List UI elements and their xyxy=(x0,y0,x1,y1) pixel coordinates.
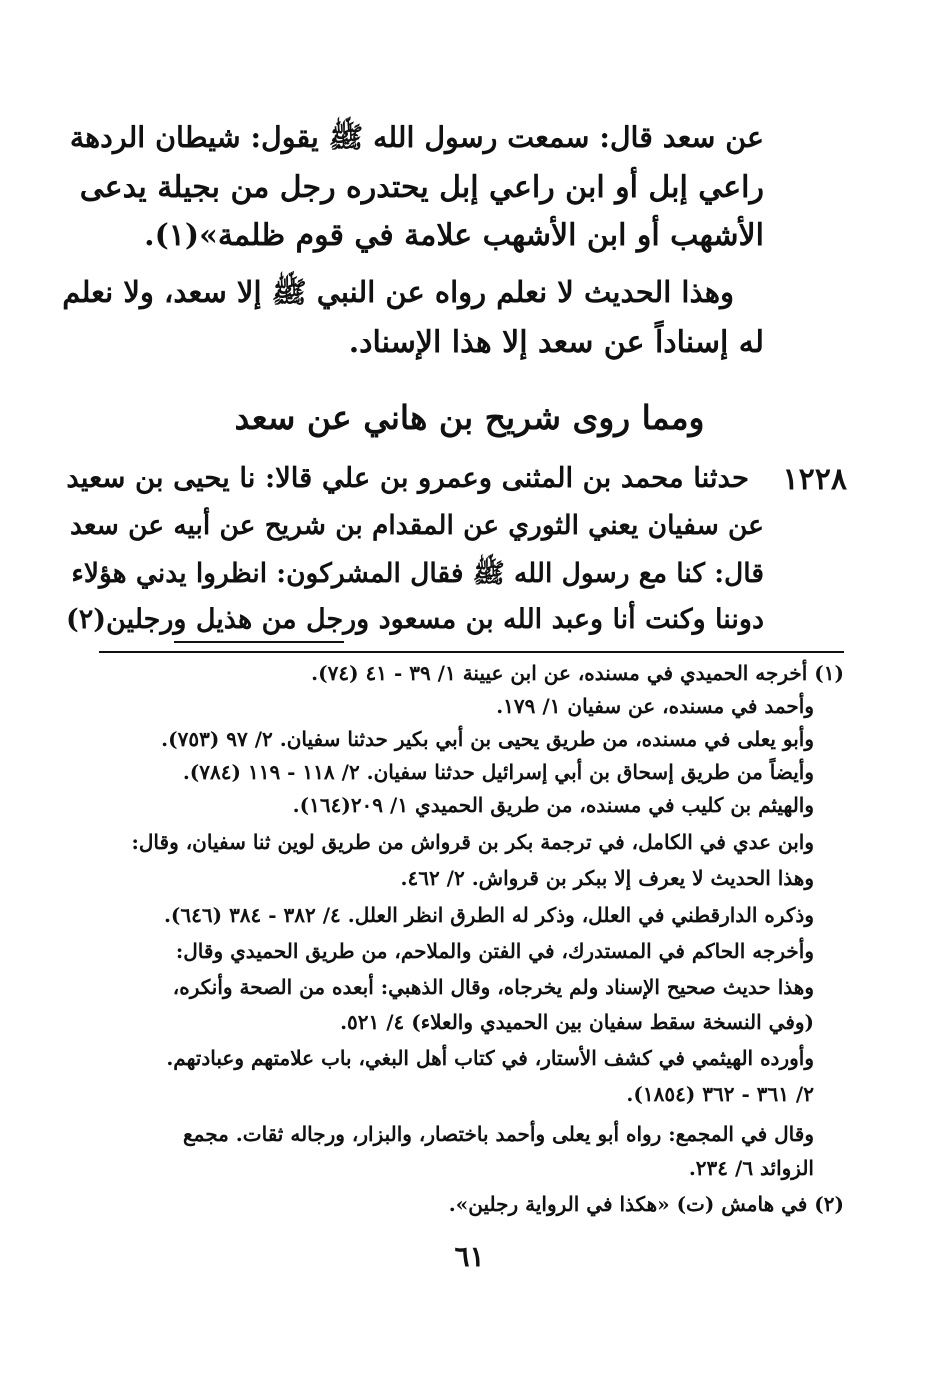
footnote-line: وأحمد في مسنده، عن سفيان ١/ ١٧٩. xyxy=(496,694,814,718)
footnote-line: والهيثم بن كليب في مسنده، من طريق الحميدي ١/ ٢٠٩(١٦٤). xyxy=(292,793,814,817)
body-line: الأشهب أو ابن الأشهب علامة في قوم ظلمة»(١). xyxy=(144,218,764,253)
footnote-line: وذكره الدارقطني في العلل، وذكر له الطرق انظر العلل. ٤/ ٣٨٢ - ٣٨٤ (٦٤٦). xyxy=(163,903,814,927)
underline-mark xyxy=(174,641,344,643)
body-line: عن سعد قال: سمعت رسول الله ﷺ يقول: شيطان الردهة xyxy=(69,120,764,154)
footnote-line: وهذا الحديث لا يعرف إلا ببكر بن قرواش. ٢/ ٤٦٢. xyxy=(400,866,814,890)
section-heading: ومما روى شريح بن هاني عن سعد xyxy=(234,398,705,437)
footnote-line: الزوائد ٦/ ٢٣٤. xyxy=(688,1156,814,1180)
hadith-line: عن سفيان يعني الثوري عن المقدام بن شريح عن أبيه عن سعد xyxy=(69,510,764,541)
body-line: راعي إبل أو ابن راعي إبل يحتدره رجل من بجيلة يدعى xyxy=(79,170,764,205)
footnote-separator xyxy=(99,651,844,653)
hadith-line: حدثنا محمد بن المثنى وعمرو بن علي قالا: نا يحيى بن سعيد xyxy=(66,462,749,494)
footnote-line: ٢/ ٣٦١ - ٣٦٢ (١٨٥٤). xyxy=(626,1082,814,1106)
footnote-line: (٢) في هامش (ت) «هكذا في الرواية رجلين». xyxy=(448,1192,844,1216)
footnote-line: (وفي النسخة سقط سفيان بين الحميدي والعلاء) ٤/ ٥٢١. xyxy=(340,1010,814,1034)
footnote-line: (١) أخرجه الحميدي في مسنده، عن ابن عيينة ١/ ٣٩ - ٤١ (٧٤). xyxy=(311,661,844,685)
body-line: له إسناداً عن سعد إلا هذا الإسناد. xyxy=(348,325,764,360)
hadith-number: ١٢٢٨ xyxy=(782,462,847,497)
hadith-line: قال: كنا مع رسول الله ﷺ فقال المشركون: انظروا يدني هؤلاء xyxy=(71,558,764,589)
page-number: ٦١ xyxy=(454,1240,485,1273)
body-line: وهذا الحديث لا نعلم رواه عن النبي ﷺ إلا سعد، ولا نعلم xyxy=(62,275,734,309)
footnote-line: وابن عدي في الكامل، في ترجمة بكر بن قرواش من طريق لوين ثنا سفيان، وقال: xyxy=(131,830,814,854)
footnote-line: وأورده الهيثمي في كشف الأستار، في كتاب أهل البغي، باب علامتهم وعبادتهم. xyxy=(166,1046,814,1070)
hadith-line: دوننا وكنت أنا وعبد الله بن مسعود ورجل من هذيل ورجلين(٢) xyxy=(65,604,764,635)
footnote-line: وأبو يعلى في مسنده، من طريق يحيى بن أبي بكير حدثنا سفيان. ٢/ ٩٧ (٧٥٣). xyxy=(161,727,814,751)
footnote-line: وأخرجه الحاكم في المستدرك، في الفتن والملاحم، من طريق الحميدي وقال: xyxy=(175,939,814,963)
footnote-line: وأيضاً من طريق إسحاق بن أبي إسرائيل حدثنا سفيان. ٢/ ١١٨ - ١١٩ (٧٨٤). xyxy=(182,760,814,784)
footnote-line: وهذا حديث صحيح الإسناد ولم يخرجاه، وقال الذهبي: أبعده من الصحة وأنكره، xyxy=(172,975,814,999)
footnote-line: وقال في المجمع: رواه أبو يعلى وأحمد باختصار، والبزار، ورجاله ثقات. مجمع xyxy=(183,1122,814,1146)
